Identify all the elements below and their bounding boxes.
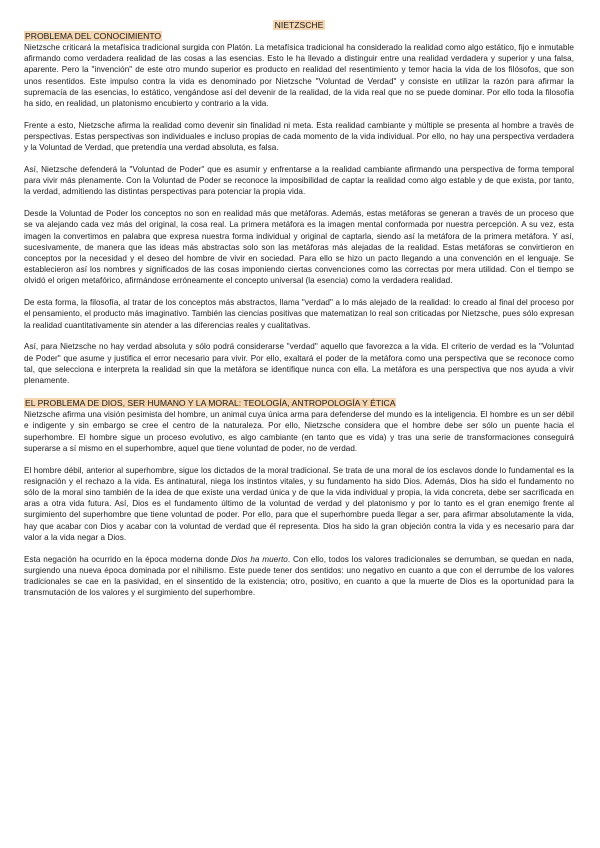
paragraph: Así, Nietzsche defenderá la "Voluntad de Poder" que es asumir y enfrentarse a la realidad cambiante afirmando una perspectiva de forma temporal para vivir más plenamente. Con la Voluntad de Poder se reconoce la imposibilidad de captar la realidad como algo estable y de que exista, por tanto, la verdad, admitiendo las distintas perspectivas para potenciar la propia vida. — [24, 165, 574, 197]
paragraph: Frente a esto, Nietzsche afirma la realidad como devenir sin finalidad ni meta. Esta realidad cambiante y múltiple se presenta al hombre a través de perspectivas. Estas perspectivas son individuales e incluso propias de cada momento de la vida individual. Por ello, no hay una perspectiva verdadera y la Voluntad de Verdad, que pretendía una verdad absoluta, es falsa. — [24, 120, 574, 153]
paragraph-text: . Con ello, todos los valores tradicionales se derrumban, se quedan en nada, surgiendo una nueva época dominada por el nihilismo. Este puede tener dos sentidos: uno negativo en cuanto a que con el derrumbe de los valores tradicionales se cae en la pasividad, en el sinsentido de la existencia; otro, positivo, en cuanto a que la muerte de Dios es la oportunidad para la transmutación de los valores y el surgimiento del superhombre. — [24, 554, 574, 598]
paragraph: Desde la Voluntad de Poder los conceptos no son en realidad más que metáforas. Además, estas metáforas se generan a través de un proceso que se va alejando cada vez más del original, la cosa real. La primera metáfora es la imagen mental conformada por nuestra percepción. A su vez, esta imagen la convertimos en palabra que expresa nuestra forma individual y original de captarla, siendo así la metáfora de la primera metáfora. Y así, sucesivamente, de manera que las ideas más abstractas solo son las metáforas más alejadas de la realidad. Estas metáforas se convirtieron en conceptos por la necesidad y el deseo del hombre de vivir en sociedad. Para ello se hizo un pacto llegando a una convención en el lenguaje. Se establecieron así los nombres y significados de las cosas imponiendo ciertas convenciones como las correctas por mera utilidad. Con el tiempo se olvidó el origen metafórico, afirmándose erróneamente el concepto universal (la esencia) como la verdadera realidad. — [24, 209, 574, 286]
paragraph-dios-ha-muerto — [24, 554, 574, 599]
paragraph-text: Esta negación ha ocurrido en la época moderna donde — [24, 554, 232, 564]
section-heading-conocimiento: PROBLEMA DEL CONOCIMIENTO — [25, 31, 162, 41]
paragraph: Así, para Nietzsche no hay verdad absoluta y sólo podrá considerarse "verdad" aquello que favorezca a la vida. El criterio de verdad es la "Voluntad de Poder" que asume y justifica el error necesario para vivir. Por ello, exaltará el poder de la metáfora como una perspectiva que se reconoce como tal, que selecciona e interpreta la realidad sin que la metáfora se identifique nunca con ella. La metáfora es una perspectiva que nos ayuda a vivir plenamente. — [24, 342, 574, 386]
paragraph: De esta forma, la filosofía, al tratar de los conceptos más abstractos, llama "verdad" a lo más alejado de la realidad: lo creado al final del proceso por el pensamiento, el producto más imaginativo. También las ciencias positivas que matematizan lo real son criticadas por Nietzsche, pues sólo expresan la realidad cuantitativamente sin atender a las diferencias reales y cualitativas. — [24, 298, 574, 330]
paragraph: Nietzsche criticará la metafísica tradicional surgida con Platón. La metafísica tradicional ha considerado la realidad como algo estático, fijo e inmutable afirmando como verdadera realidad de las cosas a las esencias. Esto le ha llevado a distinguir entre una realidad verdadera y superior y una falsa, aparente. Pero la "invención" de este otro mundo superior es producto en realidad del resentimiento y temor hacia la vida de los filósofos, que son unos resentidos. Este impulso contra la vida es denominado por Nietzsche "Voluntad de Verdad" y consiste en utilizar la razón para afirmar la supremacía de las esencias, lo estático, vengándose así del devenir de la realidad, de la vida real que no se puede dominar. Por ello toda la filosofía ha sido, en realidad, un platonismo encubierto y contrario a la vida. — [24, 43, 574, 109]
document-page — [24, 20, 574, 598]
paragraph: Nietzsche afirma una visión pesimista del hombre, un animal cuya única arma para defenderse del mundo es la inteligencia. El hombre es un ser débil e indigente y sin embargo se cree el centro de la naturaleza. Por ello, Nietzsche considera que el hombre debe ser sólo un puente hacia el superhombre. El hombre sigue un proceso evolutivo, es algo cambiante (en tanto que es vida) y tras una serie de transformaciones conseguirá superarse a sí mismo en el superhombre, aquel que tiene voluntad de poder, no de verdad. — [24, 410, 574, 453]
paragraph: El hombre débil, anterior al superhombre, sigue los dictados de la moral tradicional. Se trata de una moral de los esclavos donde lo fundamental es la resignación y el rechazo a la vida. Es antinatural, niega los instintos vitales, y su fundamento ha sido Dios. Además, Dios ha sido el fundamento no sólo de la moral sino también de la idea de que existe una verdad única y de que la vida individual y propia, la vida concreta, debe ser sacrificada en aras a otra vida futura. Así, Dios es el fundamento último de la voluntad de verdad y del platonismo y por lo tanto es el gran enemigo frente al surgimiento del superhombre que tiene voluntad de poder. Por ello, para que el superhombre pueda llegar a ser, para afirmar absolutamente la vida, hay que acabar con Dios y acabar con la voluntad de verdad que él representa. Dios ha sido la gran objeción contra la vida y es necesario para dar valor a la vida negar a Dios. — [24, 465, 574, 542]
document-title: NIETZSCHE — [274, 20, 324, 30]
emphasis-text: Dios ha muerto — [231, 554, 288, 564]
section-heading-dios: EL PROBLEMA DE DIOS, SER HUMANO Y LA MORAL: TEOLOGÍA, ANTROPOLOGÍA Y ÉTICA — [25, 398, 396, 409]
